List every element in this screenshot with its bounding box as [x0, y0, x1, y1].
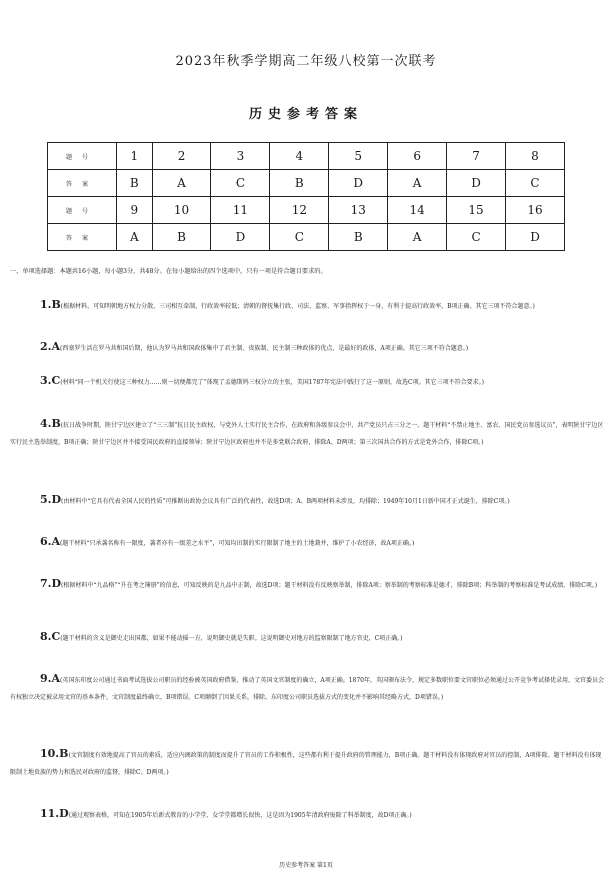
table-cell: D — [506, 224, 565, 251]
question-explanation: (由材料中“它具有代表全国人民的性质”可推断出政协会议具有广泛的代表性，故选D项；A、B两项材料未涉及，均排除；1949年10月1日新中国才正式诞生，排除C项。) — [61, 498, 510, 505]
page-subtitle: 历史参考答案 — [248, 107, 363, 122]
question-explanation: (西塞罗生活在罗马共和国后期，他认为罗马共和国政体集中了君主制、贵族制、民主制三种政体的优点，是最好的政体，A项正确。其它三项不符合题意。) — [60, 345, 469, 352]
question-item — [10, 575, 606, 594]
page-footer: 历史参考答案 第1页 — [279, 862, 333, 869]
answer-table — [47, 142, 565, 251]
table-cell: B — [329, 224, 388, 251]
question-explanation: (英国东印度公司通过书面考试选拔公司职员的经验被英国政府借鉴，推动了英国文官制度的确立，A项正确。1870年，英国颁布法令，规定多数职位要文官职位必须通过公开竞争考试择优录用，文官委员会有权独立决定被录用文官的基本条件，文官制度最终确立，B项错误。C项颠倒了因果关系，排除。东印度公司职员选拔方式的变化并不影响其经略方式，D项错误。) — [10, 677, 604, 701]
table-cell: 14 — [388, 197, 447, 224]
question-explanation: (材料“同一个机关行使这三种权力……则一切便都完了”体现了孟德斯鸠三权分立的主张，美国1787年宪法中践行了这一原则，故选C项。其它三项不符合要求。) — [60, 379, 484, 386]
table-cell: D — [329, 170, 388, 197]
table-cell: B — [270, 170, 329, 197]
table-cell: C — [211, 170, 270, 197]
row-header: 答案 — [48, 224, 117, 251]
question-explanation: (根据材料中“九品格”“升在考之簿册”的信息，可知反映的是九品中正制，故选D项；题干材料没有反映察举制，排除A项；察举制的考察标准是德才，排除B项；科举制的考察标准是考试成绩，排除C项。) — [61, 582, 598, 589]
table-cell: A — [388, 170, 447, 197]
question-number: 5.D — [40, 493, 62, 506]
question-item — [10, 533, 606, 552]
table-cell: 12 — [270, 197, 329, 224]
question-item — [10, 805, 606, 824]
question-number: 4.B — [40, 417, 61, 430]
section-heading: 一、单项选择题：本题共16小题，每小题3分，共48分。在每小题给出的四个选项中，只有一项是符合题目要求的。 — [10, 268, 327, 275]
table-cell: 16 — [506, 197, 565, 224]
table-row — [48, 224, 565, 251]
question-number: 2.A — [40, 340, 61, 353]
row-header: 题号 — [48, 197, 117, 224]
question-number: 6.A — [40, 535, 61, 548]
row-header: 题号 — [48, 143, 117, 170]
table-cell: 1 — [117, 143, 153, 170]
question-explanation: (根据材料，可知明朝地方权力分散，三司相互牵制，行政效率较低；清朝的督抚集行政、司法、监察、军事指挥权于一身，有利于提高行政效率，B项正确。其它三项不符合题意。) — [60, 303, 535, 310]
question-explanation: (题干材料“只承袭名称有一限度，袭者亦有一级差之水平”，可知均田制的实行限制了地主的土地兼并，维护了小农经济，故A项正确。) — [60, 540, 415, 547]
question-number: 11.D — [40, 807, 69, 820]
table-cell: 7 — [447, 143, 506, 170]
question-number: 9.A — [40, 672, 61, 685]
question-number: 1.B — [40, 298, 61, 311]
table-cell: 11 — [211, 197, 270, 224]
table-cell: B — [152, 224, 211, 251]
question-item — [10, 296, 606, 315]
question-explanation: (抗日战争时期，陕甘宁边区建立了“三三制”抗日民主政权，与党外人士实行民主合作，在政府和各级参议会中，共产党员只占三分之一。题干材料“不禁止地主、富农、国民党员参选议员”，表明陕甘宁边区实行民主选举制度，B项正确；陕甘宁边区并不接受国民政府的直接领导；陕甘宁边区政府也并不是多党联合政府，排除A、D两项；第三次国共合作的方式是党外合作，排除C项。) — [10, 422, 604, 446]
question-item — [10, 491, 606, 510]
table-cell: 9 — [117, 197, 153, 224]
question-item — [10, 338, 606, 357]
question-number: 8.C — [40, 630, 61, 643]
table-cell: 2 — [152, 143, 211, 170]
page-title: 2023年秋季学期高二年级八校第一次联考 — [175, 54, 437, 69]
table-cell: D — [211, 224, 270, 251]
table-cell: C — [506, 170, 565, 197]
table-cell: 3 — [211, 143, 270, 170]
table-row — [48, 170, 565, 197]
table-cell: 15 — [447, 197, 506, 224]
table-cell: B — [117, 170, 153, 197]
table-cell: 10 — [152, 197, 211, 224]
question-explanation: (题干材料的含义是御史走出国都，如果不能动摇一方，说明御史就是失职。这说明御史对地方的监察限制了地方官吏，C项正确。) — [60, 635, 403, 642]
table-cell: 4 — [270, 143, 329, 170]
table-cell: A — [388, 224, 447, 251]
table-cell: C — [447, 224, 506, 251]
table-cell: 8 — [506, 143, 565, 170]
table-row — [48, 143, 565, 170]
table-cell: 6 — [388, 143, 447, 170]
question-item — [10, 670, 606, 706]
table-cell: C — [270, 224, 329, 251]
question-explanation: (通过观察表格，可知在1905年后新式教育的小学堂、女学堂都增长很快，这是因为1905年清政府废除了科举制度，故D项正确。) — [68, 812, 412, 819]
table-cell: 13 — [329, 197, 388, 224]
question-explanation: (文官制度有效地提高了官员的素质，适应内阁政策的制度而提升了官员的工作积极性，这些都有利于提升政府的管理能力，B项正确。题干材料没有体现政府对官员的控制，A项排除。题干材料没有体现限制土地贵族的势力和选民对政府的监督，排除C、D两项。) — [10, 752, 602, 776]
question-item — [10, 372, 606, 391]
question-item — [10, 745, 606, 781]
question-number: 7.D — [40, 577, 62, 590]
table-cell: 5 — [329, 143, 388, 170]
question-number: 10.B — [40, 747, 69, 760]
table-row — [48, 197, 565, 224]
table-cell: A — [117, 224, 153, 251]
row-header: 答案 — [48, 170, 117, 197]
question-item — [10, 415, 606, 451]
question-number: 3.C — [40, 374, 61, 387]
table-cell: D — [447, 170, 506, 197]
question-item — [10, 628, 606, 647]
table-cell: A — [152, 170, 211, 197]
